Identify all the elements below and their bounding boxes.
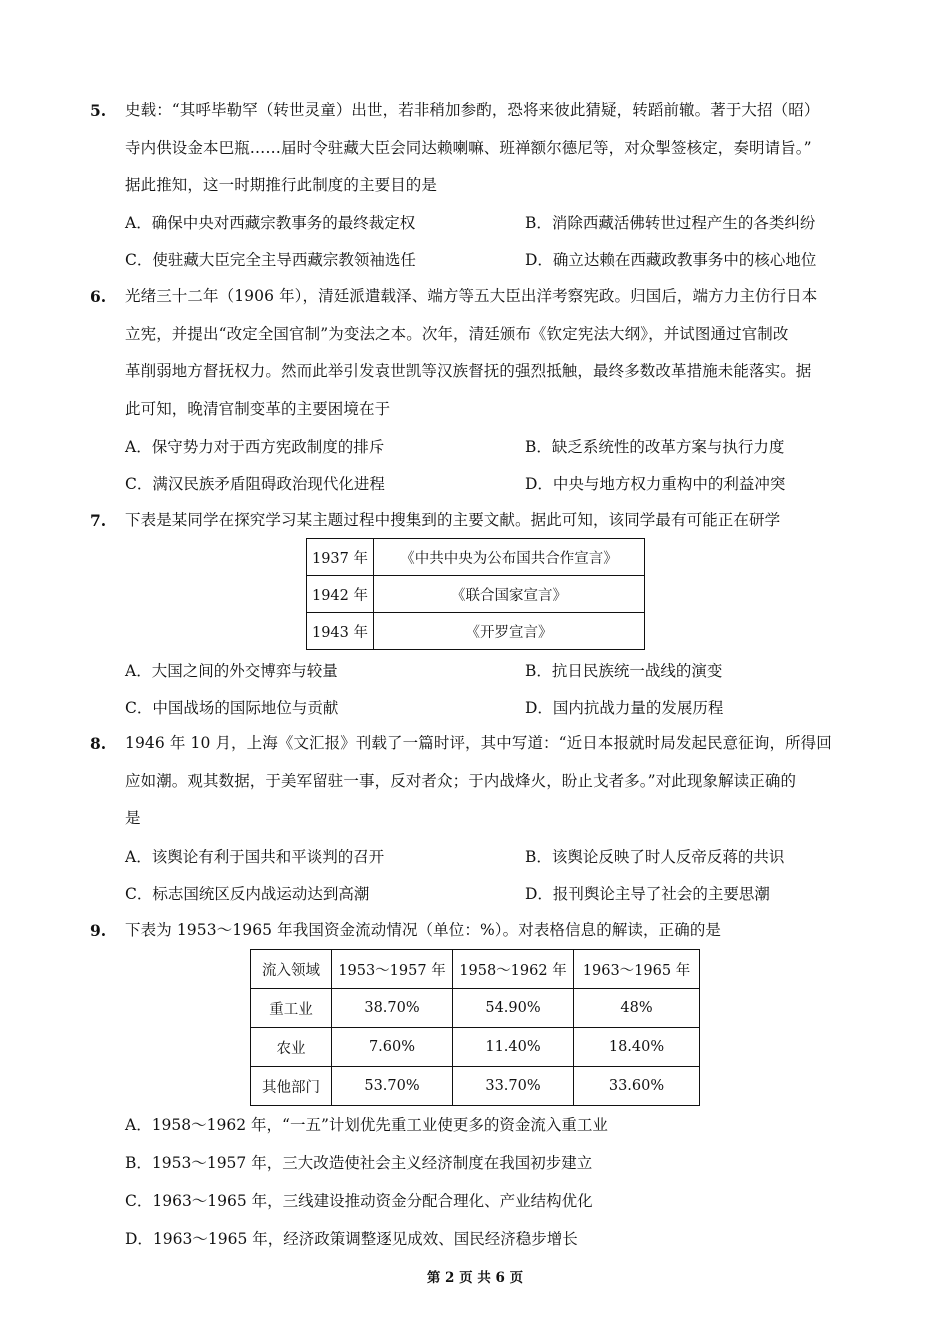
option-d[interactable]: D．中央与地方权力重构中的利益冲突 [525,475,786,493]
table-cell-document: 《中共中央为公布国共合作宣言》 [374,539,645,576]
table-row [251,1028,700,1067]
question-number: 8. [90,734,107,753]
table-cell: 11.40% [453,1028,574,1067]
question-stem [125,502,865,540]
option-b[interactable]: B．消除西藏活佛转世过程产生的各类纠纷 [525,214,816,232]
table-cell-year: 1943 年 [307,613,374,650]
stem-line: 据此推知，这一时期推行此制度的主要目的是 [125,176,438,194]
stem-line: 下表是某同学在探究学习某主题过程中搜集到的主要文献。据此可知，该同学最有可能正在研学 [125,511,781,529]
table-cell: 33.70% [453,1067,574,1106]
table-header-cell: 流入领域 [251,950,332,989]
option-c[interactable]: C．中国战场的国际地位与贡献 [125,699,339,717]
option-a[interactable]: A．大国之间的外交博弈与较量 [125,662,338,680]
table-cell: 33.60% [574,1067,700,1106]
stem-line: 此可知，晚清官制变革的主要困境在于 [125,399,391,418]
option-d[interactable]: D．报刊舆论主导了社会的主要思潮 [525,885,770,903]
stem-line: 是 [125,809,141,827]
capital-flow-table [250,949,700,1106]
stem-line: 下表为 1953～1965 年我国资金流动情况（单位：%）。对表格信息的解读，正确的是 [125,921,722,939]
stem-line: 寺内供设金本巴瓶……届时令驻藏大臣会同达赖喇嘛、班禅额尔德尼等，对众掣签核定，奏明请旨。” [125,138,812,157]
option-a[interactable]: A．确保中央对西藏宗教事务的最终裁定权 [125,214,416,232]
table-header-cell: 1953～1957 年 [332,950,453,989]
question-number: 9. [90,921,107,940]
stem-line: 立宪，并提出“改定全国官制”为变法之本。次年，清廷颁布《钦定宪法大纲》，并试图通过官制改 [125,324,789,343]
option-b[interactable]: B．1953～1957 年，三大改造使社会主义经济制度在我国初步建立 [125,1154,593,1172]
documents-table [306,538,645,650]
table-cell: 7.60% [332,1028,453,1067]
table-cell-year: 1942 年 [307,576,374,613]
option-b[interactable]: B．缺乏系统性的改革方案与执行力度 [525,438,785,456]
page-footer: 第 2 页 共 6 页 [426,1270,524,1286]
question-number: 7. [90,511,107,530]
option-c[interactable]: C．1963～1965 年，三线建设推动资金分配合理化、产业结构优化 [125,1192,593,1210]
question-stem [125,725,865,838]
table-header-row [251,950,700,989]
table-cell: 其他部门 [251,1067,332,1106]
table-header-cell: 1958～1962 年 [453,950,574,989]
option-c[interactable]: C．使驻藏大臣完全主导西藏宗教领袖选任 [125,251,416,269]
table-cell: 农业 [251,1028,332,1067]
option-d[interactable]: D．确立达赖在西藏政教事务中的核心地位 [525,251,817,269]
question-stem [125,912,865,950]
option-b[interactable]: B．抗日民族统一战线的演变 [525,662,723,680]
table-row [251,1067,700,1106]
table-cell: 18.40% [574,1028,700,1067]
stem-line: 光绪三十二年（1906 年），清廷派遣载泽、端方等五大臣出洋考察宪政。归国后，端方力主仿行日本 [125,287,818,305]
table-header-cell: 1963～1965 年 [574,950,700,989]
table-row [307,539,645,576]
option-d[interactable]: D．国内抗战力量的发展历程 [525,699,724,717]
option-c[interactable]: C．标志国统区反内战运动达到高潮 [125,885,370,903]
question-number: 6. [90,287,107,306]
question-number: 5. [90,101,107,120]
table-cell-document: 《联合国家宣言》 [374,576,645,613]
table-row [307,576,645,613]
table-cell-document: 《开罗宣言》 [374,613,645,650]
table-cell: 53.70% [332,1067,453,1106]
table-row [251,989,700,1028]
table-cell: 48% [574,989,700,1028]
stem-line: 1946 年 10 月，上海《文汇报》刊载了一篇时评，其中写道：“近日本报就时局发起民意征询，所得回 [125,734,832,752]
stem-line: 革削弱地方督抚权力。然而此举引发袁世凯等汉族督抚的强烈抵触，最终多数改革措施未能落实。据 [125,362,812,380]
question-stem [125,278,865,428]
table-row [307,613,645,650]
table-cell: 重工业 [251,989,332,1028]
table-cell-year: 1937 年 [307,539,374,576]
stem-line: 应如潮。观其数据，于美军留驻一事，反对者众；于内战烽火，盼止戈者多。”对此现象解读正确的 [125,771,797,790]
stem-line: 史载：“其呼毕勒罕（转世灵童）出世，若非稍加参酌，恐将来彼此猜疑，转蹈前辙。著于大招（昭） [125,101,820,119]
question-stem [125,92,865,205]
option-c[interactable]: C．满汉民族矛盾阻碍政治现代化进程 [125,475,385,493]
table-cell: 38.70% [332,989,453,1028]
option-d[interactable]: D．1963～1965 年，经济政策调整逐见成效、国民经济稳步增长 [125,1230,578,1248]
option-a[interactable]: A．该舆论有利于国共和平谈判的召开 [125,848,385,866]
option-a[interactable]: A．1958～1962 年，“一五”计划优先重工业使更多的资金流入重工业 [125,1116,608,1134]
table-cell: 54.90% [453,989,574,1028]
option-b[interactable]: B．该舆论反映了时人反帝反蒋的共识 [525,848,785,866]
option-a[interactable]: A．保守势力对于西方宪政制度的排斥 [125,438,385,456]
